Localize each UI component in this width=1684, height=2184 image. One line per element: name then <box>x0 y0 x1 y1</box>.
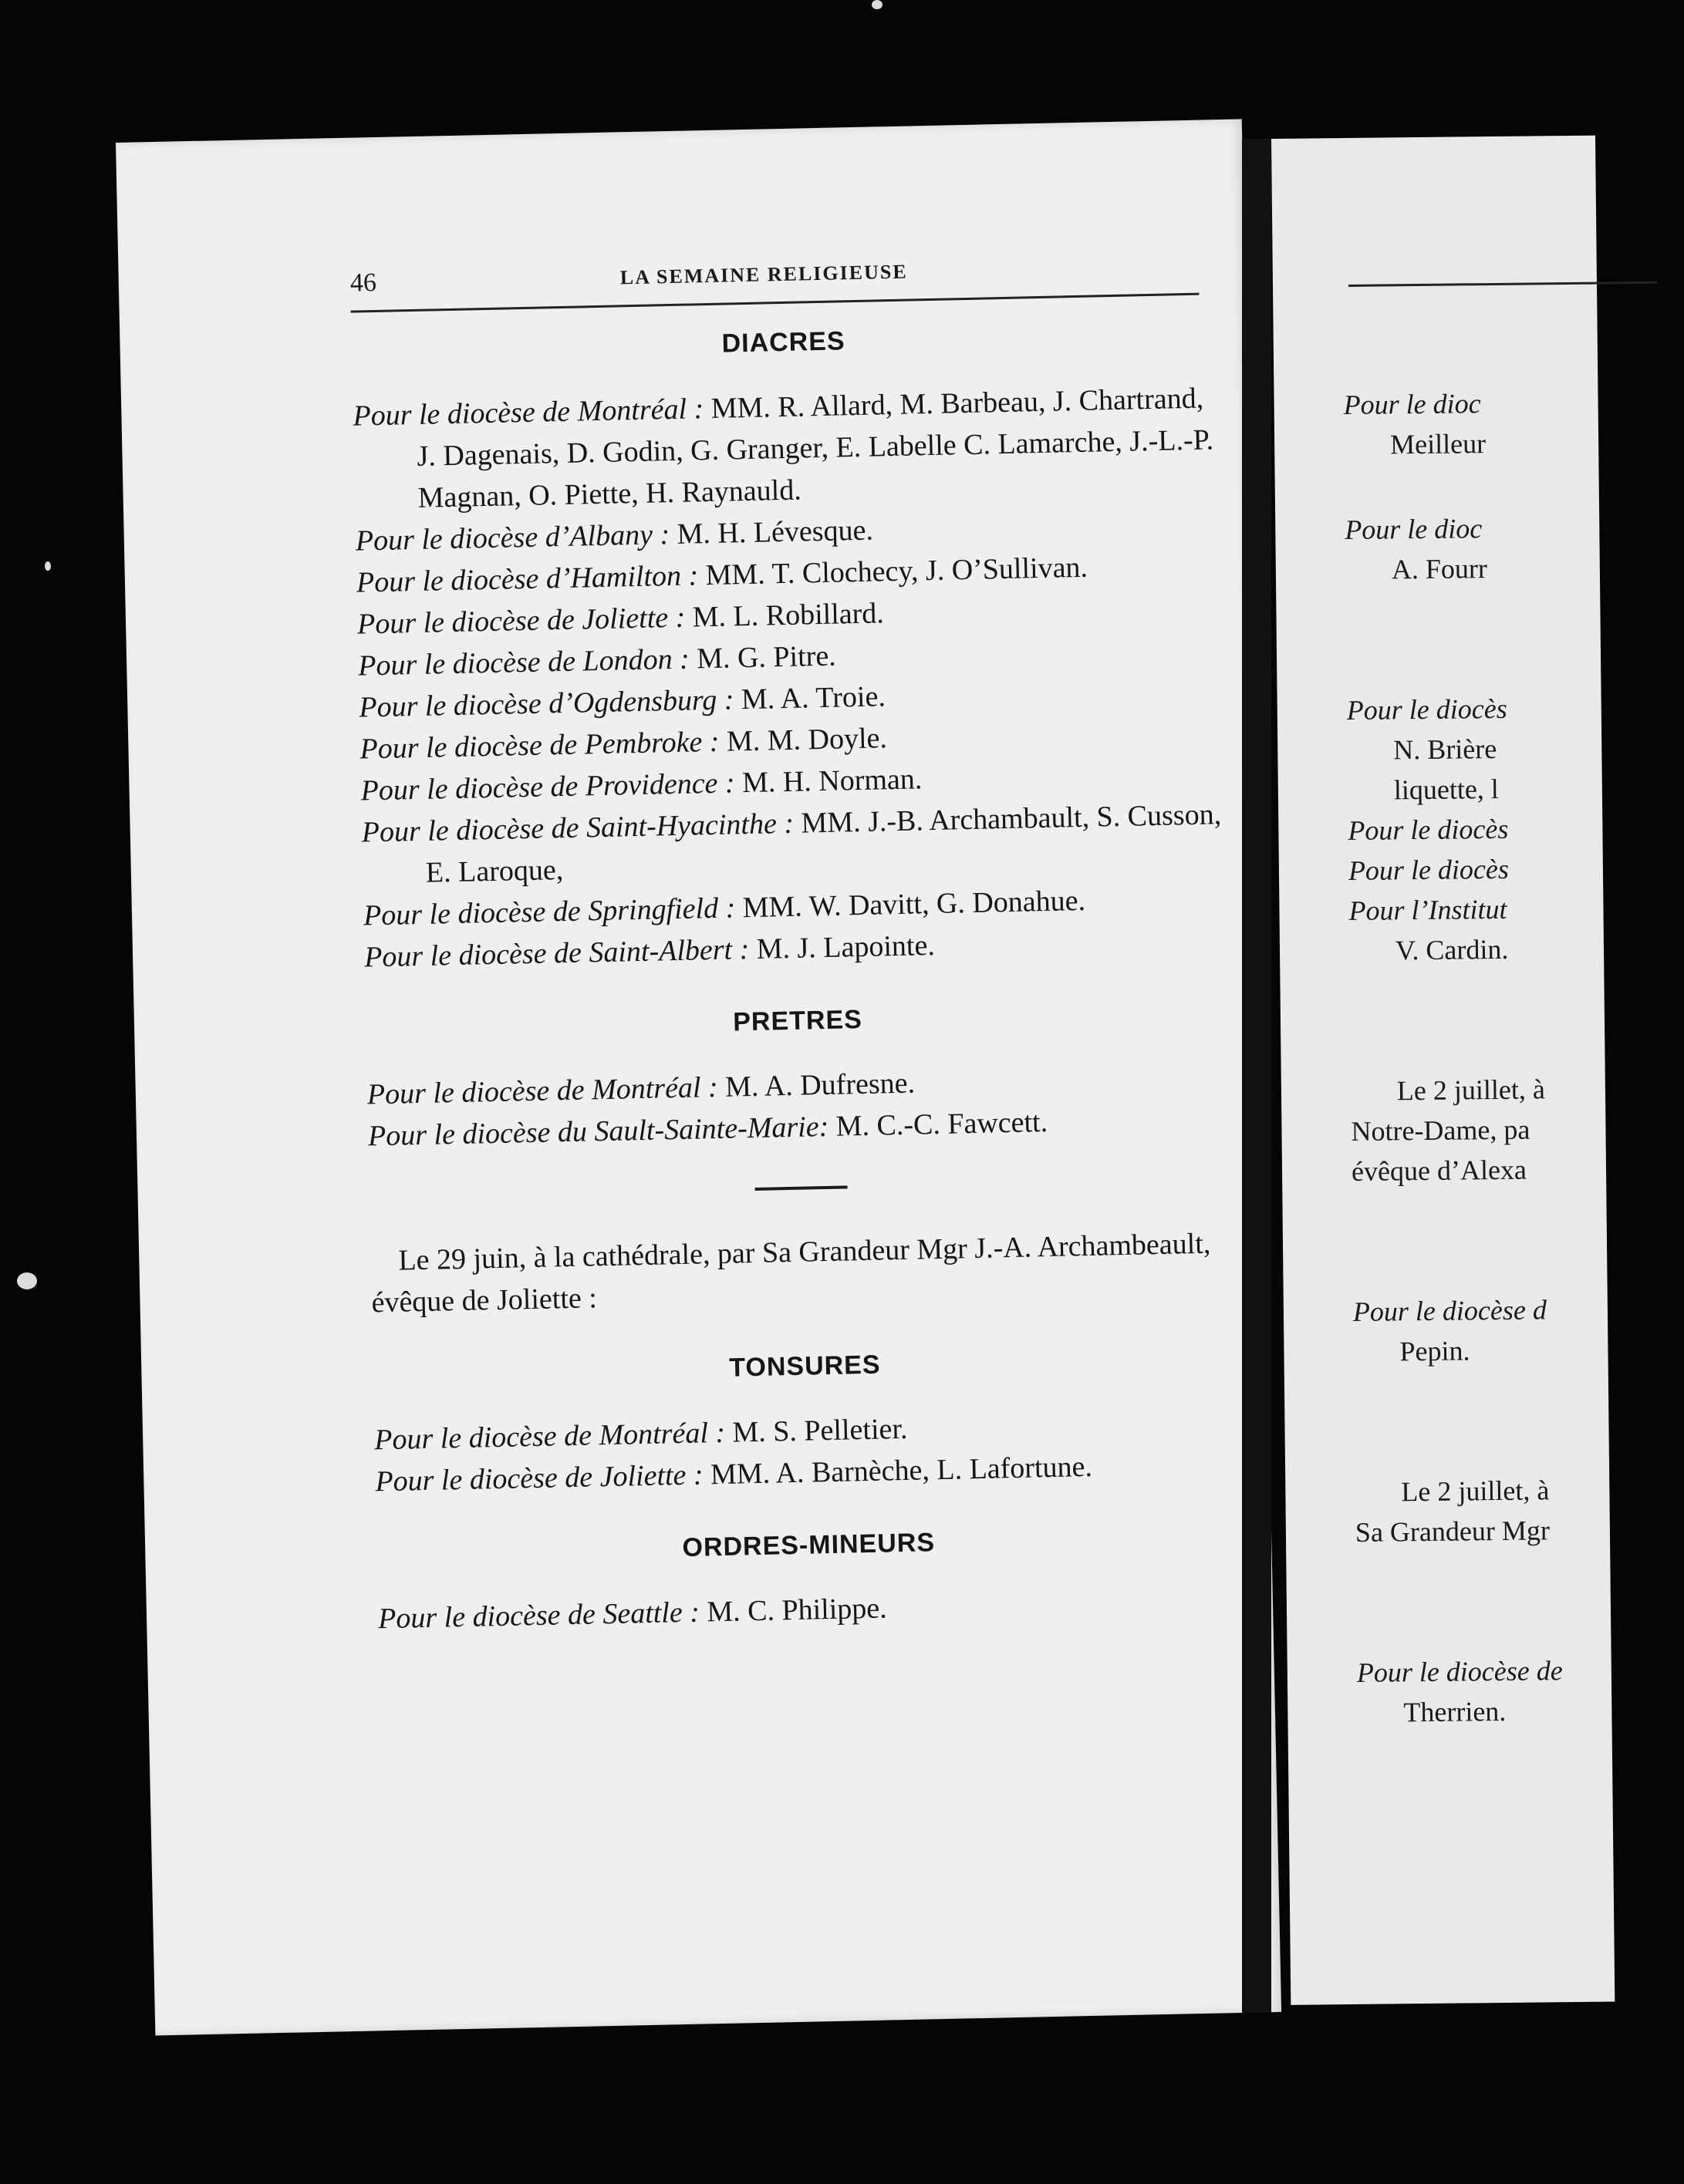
list-item: Pour le diocèse de Montréal : M. S. Pelletier. <box>373 1412 908 1457</box>
page-number: 46 <box>349 268 377 298</box>
list-item: Pour le diocèse de Pembroke : M. M. Doyle. <box>359 722 888 766</box>
text-fragment: N. Brière <box>1393 733 1497 766</box>
ordination-paragraph: Le 29 juin, à la cathédrale, par Sa Grandeur Mgr J.-A. Archambeault, évêque de Joliette : <box>371 1227 1211 1320</box>
list-item: Pour le diocèse de London : M. G. Pitre. <box>357 639 837 682</box>
section-title-diacres: DIACRES <box>721 326 846 359</box>
book-gutter <box>1242 139 1271 2013</box>
text-fragment: évêque d’Alexa <box>1351 1154 1527 1187</box>
list-item: Pour le diocèse de Seattle : M. C. Philippe. <box>377 1592 888 1636</box>
header-rule <box>1348 281 1657 287</box>
right-page-partial <box>1271 136 1615 2005</box>
list-item: Pour le diocèse de Joliette : MM. A. Barnèche, L. Lafortune. <box>374 1450 1093 1498</box>
text-fragment: Le 2 juillet, à <box>1401 1475 1550 1508</box>
text-fragment: Pour le diocès <box>1348 853 1510 887</box>
section-title-pretres: PRETRES <box>732 1004 863 1037</box>
running-head: LA SEMAINE RELIGIEUSE <box>619 260 908 289</box>
text-fragment: Pour le diocès <box>1346 693 1507 726</box>
right-page-body <box>1343 382 1681 1733</box>
dust-speck <box>45 561 51 571</box>
list-item: Pour le diocèse de Providence : M. H. Norman. <box>360 763 923 807</box>
list-item: Pour le diocèse de Joliette : M. L. Robillard. <box>356 597 885 641</box>
header-rule <box>351 293 1200 313</box>
text-fragment: Meilleur <box>1389 428 1487 460</box>
section-title-tonsures: TONSURES <box>728 1350 881 1383</box>
text-fragment: Pepin. <box>1399 1335 1470 1367</box>
text-fragment: V. Cardin. <box>1395 933 1509 966</box>
dust-speck <box>872 0 882 9</box>
text-fragment: Pour le diocèse d <box>1352 1294 1547 1327</box>
page-body <box>351 312 1242 1640</box>
list-item: Pour le diocèse de Montréal : M. A. Dufresne. <box>366 1067 916 1111</box>
text-fragment: liquette, l <box>1393 773 1500 806</box>
text-fragment: Pour le dioc <box>1343 388 1481 421</box>
list-item: Pour le diocèse du Sault-Sainte-Marie: M. C.-C. Fawcett. <box>367 1105 1048 1153</box>
list-item: Pour le diocèse d’Albany : M. H. Lévesque. <box>355 514 874 558</box>
text-fragment: Sa Grandeur Mgr <box>1355 1515 1551 1548</box>
dust-speck <box>17 1272 37 1289</box>
list-item: Pour le diocèse d’Ogdensburg : M. A. Troie. <box>358 680 886 724</box>
text-fragment: A. Fourr <box>1391 553 1488 585</box>
list-item: Pour le diocèse de Saint-Albert : M. J. Lapointe. <box>363 929 936 974</box>
text-fragment: Pour le diocès <box>1348 813 1509 847</box>
text-fragment: Therrien. <box>1403 1695 1507 1728</box>
text-fragment: Notre-Dame, pa <box>1351 1114 1530 1147</box>
text-fragment: Pour l’Institut <box>1348 893 1507 927</box>
list-item: Pour le diocèse de Montréal : MM. R. Allard, M. Barbeau, J. Chartrand, J. Dagenais, D. Godin, G. Granger, E. Labelle C. Lamarche, J.-L.-P. Magnan, O. Piette, H. Raynauld. <box>353 382 1214 514</box>
text-fragment: Pour le diocèse de <box>1356 1655 1563 1688</box>
text-fragment: Le 2 juillet, à <box>1396 1073 1546 1107</box>
list-item: Pour le diocèse de Springfield : MM. W. Davitt, G. Donahue. <box>363 884 1086 932</box>
section-divider <box>755 1185 848 1191</box>
text-fragment: Pour le dioc <box>1345 513 1483 546</box>
left-page <box>116 119 1281 2035</box>
list-item: Pour le diocèse de Saint-Hyacinthe : MM. J.-B. Archambault, S. Cusson, E. Laroque, <box>361 798 1222 889</box>
page-header <box>349 244 1199 308</box>
section-title-ordres-mineurs: ORDRES-MINEURS <box>682 1528 936 1563</box>
list-item: Pour le diocèse d’Hamilton : MM. T. Clochecy, J. O’Sullivan. <box>356 551 1088 599</box>
